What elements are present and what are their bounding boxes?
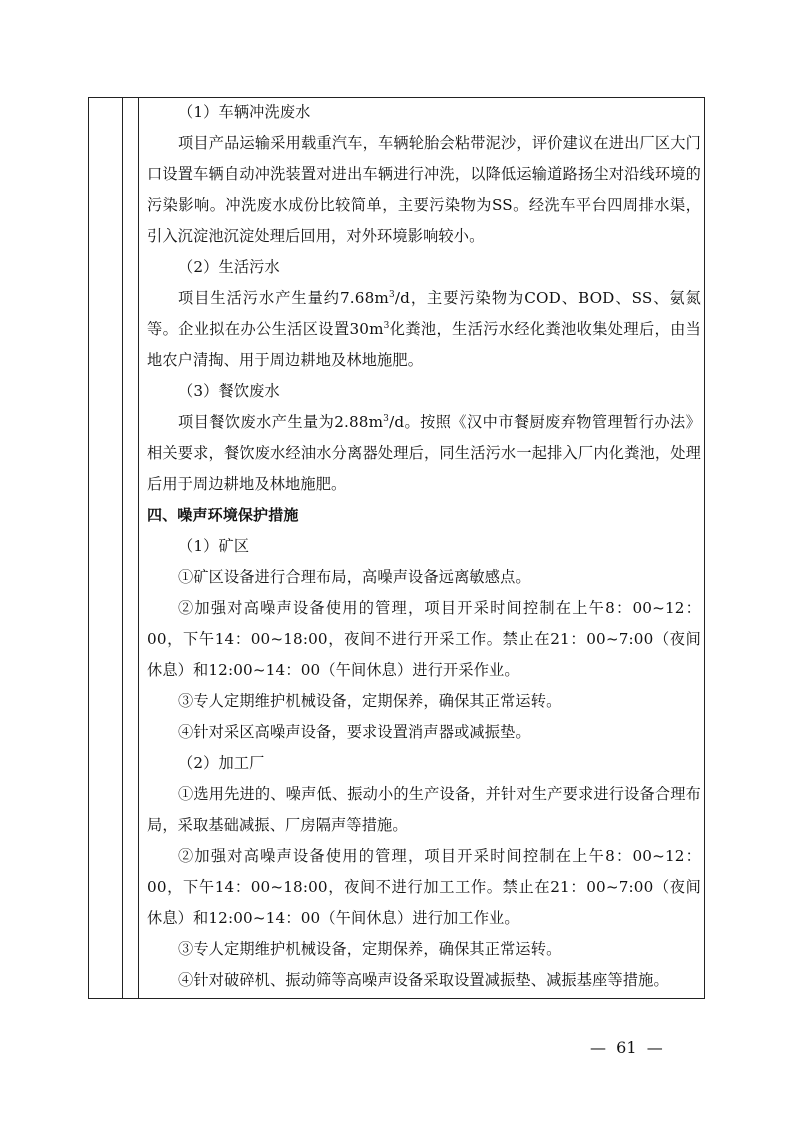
car-wash-title: （1）车辆冲洗废水	[178, 103, 311, 121]
mine-measure-item: ①矿区设备进行合理布局，高噪声设备远离敏感点。	[178, 568, 531, 586]
catering-wastewater-title: （3）餐饮废水	[178, 382, 280, 400]
plant-measure-item: ④针对破碎机、振动筛等高噪声设备采取设置减振垫、减振基座等措施。	[178, 971, 669, 989]
mine-area-title: （1）矿区	[178, 537, 250, 555]
plant-title: （2）加工厂	[178, 754, 265, 772]
plant-measure-item: ②加强对高噪声设备使用的管理，项目开采时间控制在上午8：00~12：00，下午14：00~18:00，夜间不进行加工工作。禁止在21：00~7:00（夜间休息）和12:00~14：00（午间休息）进行加工作业。	[147, 847, 701, 927]
plant-measure-item: ③专人定期维护机械设备，定期保养，确保其正常运转。	[178, 940, 562, 958]
mine-measure-item: ②加强对高噪声设备使用的管理，项目开采时间控制在上午8：00~12：00，下午14：00~18:00，夜间不进行开采工作。禁止在21：00~7:00（夜间休息）和12:00~14：00（午间休息）进行开采作业。	[147, 599, 701, 679]
column-divider	[122, 98, 123, 998]
document-body	[147, 97, 701, 996]
page-number: — 61 —	[590, 1038, 663, 1057]
domestic-sewage-text: 项目生活污水产生量约$7.68m^3/d$，主要污染物为COD、BOD、SS、氨氮等。企业拟在办公生活区设置$30m^3$化粪池，生活污水经化粪池收集处理后，由当地农户清掏、用于周边耕地及林地施肥。	[147, 289, 702, 369]
column-divider	[138, 98, 139, 998]
plant-measure-item: ①选用先进的、噪声低、振动小的生产设备，并针对生产要求进行设备合理布局，采取基础减振、厂房隔声等措施。	[147, 785, 701, 834]
car-wash-text: 项目产品运输采用载重汽车，车辆轮胎会粘带泥沙，评价建议在进出厂区大门口设置车辆自动冲洗装置对进出车辆进行冲洗，以降低运输道路扬尘对沿线环境的污染影响。冲洗废水成份比较简单，主要污染物为SS。经洗车平台四周排水渠，引入沉淀池沉淀处理后回用，对外环境影响较小。	[147, 134, 701, 245]
mine-measure-item: ③专人定期维护机械设备，定期保养，确保其正常运转。	[178, 692, 562, 710]
mine-measure-item: ④针对采区高噪声设备，要求设置消声器或减振垫。	[178, 723, 531, 741]
noise-section-heading: 四、噪声环境保护措施	[147, 506, 299, 524]
domestic-sewage-title: （2）生活污水	[178, 258, 280, 276]
catering-wastewater-text: 项目餐饮废水产生量为$2.88m^3/d$。按照《汉中市餐厨废弃物管理暂行办法》相关要求，餐饮废水经油水分离器处理后，同生活污水一起排入厂内化粪池，处理后用于周边耕地及林地施肥。	[147, 413, 701, 493]
